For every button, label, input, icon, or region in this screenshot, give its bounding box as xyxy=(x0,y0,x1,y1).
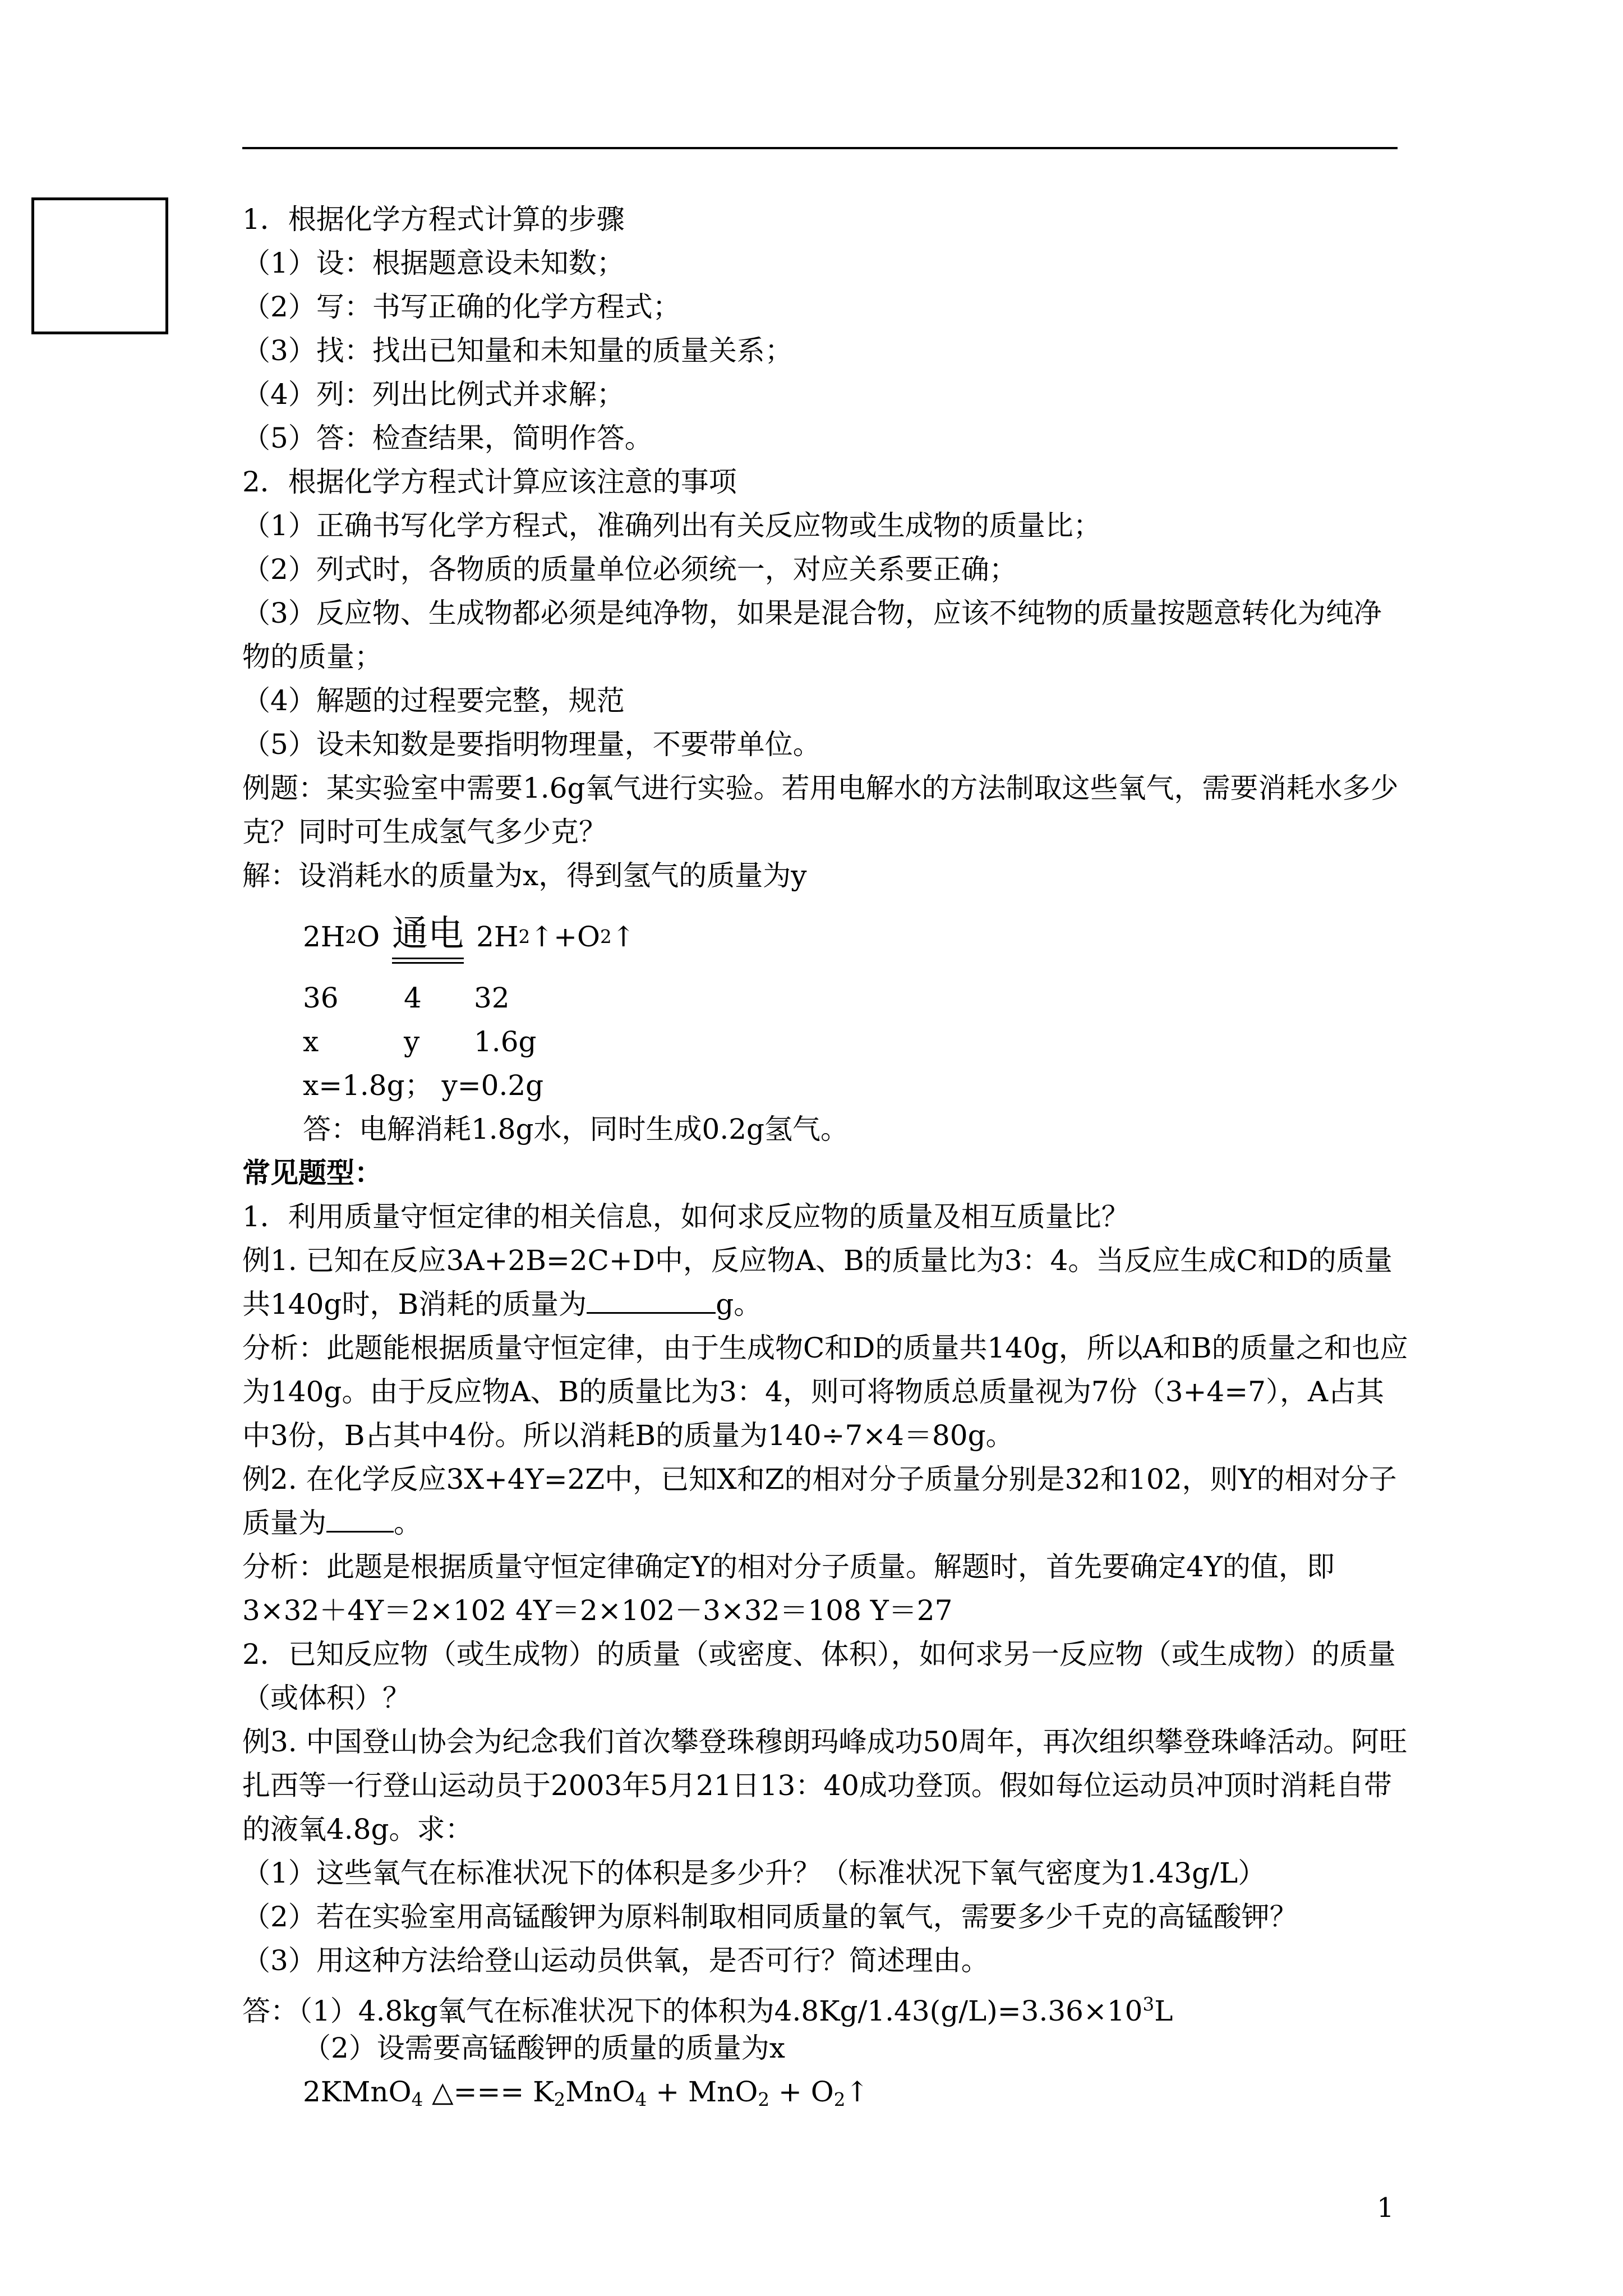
document-body xyxy=(242,197,1409,2114)
note-1: （1）正确书写化学方程式，准确列出有关反应物或生成物的质量比； xyxy=(242,509,1101,542)
mass-ratio-row: 36 4 32 xyxy=(303,982,510,1014)
electrolysis-equation: 2H 2 O 通电 2H 2 ↑+O 2 ↑ xyxy=(242,898,1409,976)
step-1: （1）设：根据题意设未知数； xyxy=(242,247,625,279)
note-4: （4）解题的过程要完整，规范 xyxy=(242,684,625,717)
analysis-1: 分析：此题能根据质量守恒定律，由于生成物C和D的质量共140g，所以A和B的质量之和也应为140g。由于反应物A、B的质量比为3：4，则可将物质总质量视为7份（3+4=7），A占其中3份，B占其中4份。所以消耗B的质量为140÷7×4＝80g。 xyxy=(242,1332,1408,1452)
step-2: （2）写：书写正确的化学方程式； xyxy=(242,291,681,323)
section-2-title: 2．根据化学方程式计算应该注意的事项 xyxy=(242,466,737,498)
example-solution: 解：设消耗水的质量为x，得到氢气的质量为y xyxy=(242,859,807,892)
question-type-1: 1．利用质量守恒定律的相关信息，如何求反应物的质量及相互质量比？ xyxy=(242,1200,1129,1233)
example-result: x=1.8g； y=0.2g xyxy=(303,1069,544,1102)
example-3: 例3. 中国登山协会为纪念我们首次攀登珠穆朗玛峰成功50周年，再次组织攀登珠峰活动。阿旺扎西等一行登山运动员于2003年5月21日13：40成功登顶。假如每位运动员冲顶时消耗自带的液氧4.8g。求： xyxy=(242,1726,1408,1846)
header-rule xyxy=(242,147,1398,149)
answer-2: （2）设需要高锰酸钾的质量的质量为x xyxy=(303,2032,786,2064)
kmno4-equation: 2KMnO$_4$ △=== $K_2MnO_4 + MnO_2$ + $O_2↑$ xyxy=(303,2076,869,2111)
step-5: （5）答：检查结果，简明作答。 xyxy=(242,422,653,454)
example-question: 例题：某实验室中需要1.6g氧气进行实验。若用电解水的方法制取这些氧气，需要消耗水多少克？同时可生成氢气多少克？ xyxy=(242,772,1399,848)
answer-blank-1 xyxy=(587,1290,716,1314)
step-4: （4）列：列出比例式并求解； xyxy=(242,378,625,411)
corner-box xyxy=(31,197,168,334)
answer-1: 答：（1）4.8kg氧气在标准状况下的体积为$4.8Kg/1.43(g/L)=3.36\times 10^3L$ xyxy=(242,1994,1173,2027)
example-answer: 答：电解消耗1.8g水，同时生成0.2g氢气。 xyxy=(303,1113,849,1145)
note-3: （3）反应物、生成物都必须是纯净物，如果是混合物，应该不纯物的质量按题意转化为纯净物的质量； xyxy=(242,597,1382,673)
example-2: 例2. 在化学反应3X+4Y=2Z中，已知X和Z的相对分子质量分别是32和102，则Y的相对分子质量为 。 xyxy=(242,1463,1397,1539)
question-type-2: 2．已知反应物（或生成物）的质量（或密度、体积），如何求另一反应物（或生成物）的质量（或体积）？ xyxy=(242,1638,1396,1714)
note-5: （5）设未知数是要指明物理量，不要带单位。 xyxy=(242,728,821,761)
note-2: （2）列式时，各物质的质量单位必须统一，对应关系要正确； xyxy=(242,553,1017,586)
common-types-heading: 常见题型： xyxy=(242,1156,382,1189)
example-3-item-2: （2）若在实验室用高锰酸钾为原料制取相同质量的氧气，需要多少千克的高锰酸钾？ xyxy=(242,1901,1298,1933)
example-3-item-3: （3）用这种方法给登山运动员供氧，是否可行？简述理由。 xyxy=(242,1944,989,1977)
step-3: （3）找：找出已知量和未知量的质量关系； xyxy=(242,334,793,367)
unknowns-row: x y 1.6g xyxy=(303,1025,537,1058)
example-3-item-1: （1）这些氧气在标准状况下的体积是多少升？（标准状况下氧气密度为1.43g/L） xyxy=(242,1857,1266,1889)
analysis-2: 分析：此题是根据质量守恒定律确定Y的相对分子质量。解题时，首先要确定4Y的值，即 xyxy=(242,1550,1335,1583)
reaction-condition: 通电 xyxy=(392,912,464,961)
page-number: 1 xyxy=(1377,2192,1394,2224)
answer-blank-2 xyxy=(326,1508,394,1533)
section-1-title: 1．根据化学方程式计算的步骤 xyxy=(242,203,625,236)
example-1: 例1. 已知在反应3A+2B=2C+D中，反应物A、B的质量比为3：4。当反应生成C和D的质量共140g时，B消耗的质量为 g。 xyxy=(242,1244,1393,1320)
analysis-2-calc: 3×32＋4Y＝2×102 4Y＝2×102－3×32＝108 Y＝27 xyxy=(242,1594,953,1627)
